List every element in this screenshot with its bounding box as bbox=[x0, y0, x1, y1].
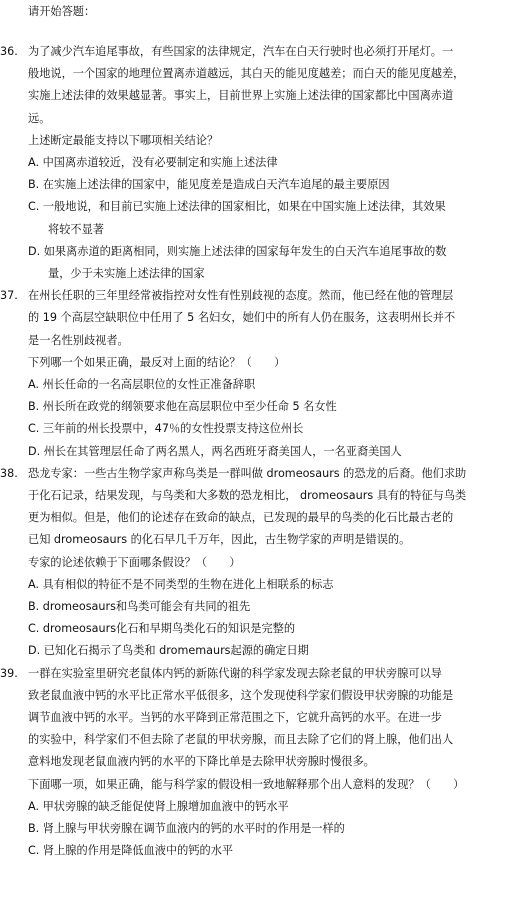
question-number: 38. bbox=[0, 466, 18, 480]
question-stem-line: 恐龙专家：一些古生物学家声称鸟类是一群叫做 dromeosaurs 的恐龙的后裔。他们求助 bbox=[28, 466, 467, 480]
question-stem-line: 调节血液中钙的水平。当钙的水平降到正常范围之下，它就升高钙的水平。在进一步 bbox=[28, 711, 442, 724]
option-line: A. 甲状旁腺的缺乏能促使肾上腺增加血液中的钙水平 bbox=[28, 799, 289, 813]
option-line: A. 具有相似的特征不是不同类型的生物在进化上相联系的标志 bbox=[28, 577, 334, 591]
option-line: B. dromeosaurs和鸟类可能会有共同的祖先 bbox=[28, 600, 251, 613]
question-stem-line: 在州长任职的三年里经常被指控对女性有性别歧视的态度。然而，他已经在他的管理层 bbox=[28, 289, 454, 303]
option-continuation-line: 量，少于未实施上述法律的国家 bbox=[48, 267, 205, 280]
option-line: C. 一般地说，和目前已实施上述法律的国家相比，如果在中国实施上述法律，其效果 bbox=[28, 200, 446, 214]
option-line: C. dromeosaurs化石和早期鸟类化石的知识是完整的 bbox=[28, 622, 296, 636]
instruction-header: 请开始答题： bbox=[28, 5, 96, 18]
question-stem-line: 致老鼠血液中钙的水平比正常水平低很多，这个发现使科学家们假设甲状旁腺的功能是 bbox=[28, 688, 454, 702]
question-stem-line: 的 19 个高层空缺职位中任用了 5 名妇女，她们中的所有人仍在服务，这表明州长并不 bbox=[28, 311, 456, 325]
question-stem-line: 于化石记录，结果发现，与鸟类和大多数的恐龙相比， dromeosaurs 具有的特征与鸟类 bbox=[28, 489, 467, 502]
question-stem-line: 般地说，一个国家的地理位置离赤道越远，其白天的能见度越差；而白天的能见度越差， bbox=[28, 67, 465, 81]
option-line: C. 三年前的州长投票中，47％的女性投票支持这位州长 bbox=[28, 422, 304, 436]
question-prompt: 下列哪一个如果正确，最反对上面的结论？（ ） bbox=[28, 355, 286, 369]
option-line: A. 中国离赤道较近，没有必要制定和实施上述法律 bbox=[28, 156, 278, 169]
question-stem-line: 一群在实验室里研究老鼠体内钙的新陈代谢的科学家发现去除老鼠的甲状旁腺可以导 bbox=[28, 666, 442, 680]
question-stem-line: 更为相似。但是，他们的论述存在致命的缺点，已发现的最早的鸟类的化石比最古老的 bbox=[28, 511, 454, 525]
option-line: B. 在实施上述法律的国家中，能见度差是造成白天汽车追尾的最主要原因 bbox=[28, 178, 390, 192]
option-line: D. 如果离赤道的距离相同，则实施上述法律的国家每年发生的白天汽车追尾事故的数 bbox=[28, 244, 447, 258]
question-number: 39. bbox=[0, 666, 18, 680]
question-stem-line: 的实验中，科学家们不但去除了老鼠的甲状旁腺，而且去除了它们的肾上腺，他们出人 bbox=[28, 733, 454, 747]
option-line: C. 肾上腺的作用是降低血液中的钙的水平 bbox=[28, 844, 234, 858]
option-continuation-line: 将较不显著 bbox=[48, 222, 104, 236]
option-line: B. 肾上腺与甲状旁腺在调节血液内的钙的水平时的作用是一样的 bbox=[28, 822, 345, 835]
option-line: D. 已知化石揭示了鸟类和 dromemaurs起源的确定日期 bbox=[28, 644, 309, 658]
question-stem-line: 远。 bbox=[28, 111, 51, 125]
question-stem-line: 实施上述法律的效果越显著。事实上，目前世界上实施上述法律的国家都比中国离赤道 bbox=[28, 89, 454, 103]
question-stem-line: 意料地发现老鼠血液内钙的水平的下降比单是去除甲状旁腺时慢很多。 bbox=[28, 755, 375, 769]
question-prompt: 下面哪一项，如果正确，能与科学家的假设相一致地解释那个出人意料的发现？（ ） bbox=[28, 777, 465, 791]
question-stem-line: 为了减少汽车追尾事故，有些国家的法律规定，汽车在白天行驶时也必须打开尾灯。一 bbox=[28, 45, 454, 58]
question-number: 36. bbox=[0, 45, 18, 58]
option-line: D. 州长在其管理层任命了两名黑人，两名西班牙裔美国人，一名亚裔美国人 bbox=[28, 444, 402, 458]
question-prompt: 专家的论述依赖于下面哪条假设？（ ） bbox=[28, 555, 241, 569]
question-prompt: 上述断定最能支持以下哪项相关结论？ bbox=[28, 133, 219, 147]
option-line: B. 州长所在政党的纲领要求他在高层职位中至少任命 5 名女性 bbox=[28, 400, 337, 414]
question-stem-line: 是一名性别歧视者。 bbox=[28, 333, 129, 347]
question-number: 37. bbox=[0, 289, 18, 303]
option-line: A. 州长任命的一名高层职位的女性正准备辞职 bbox=[28, 378, 256, 391]
question-stem-line: 已知 dromeosaurs 的化石早几千万年，因此，古生物学家的声明是错误的。 bbox=[28, 533, 411, 547]
